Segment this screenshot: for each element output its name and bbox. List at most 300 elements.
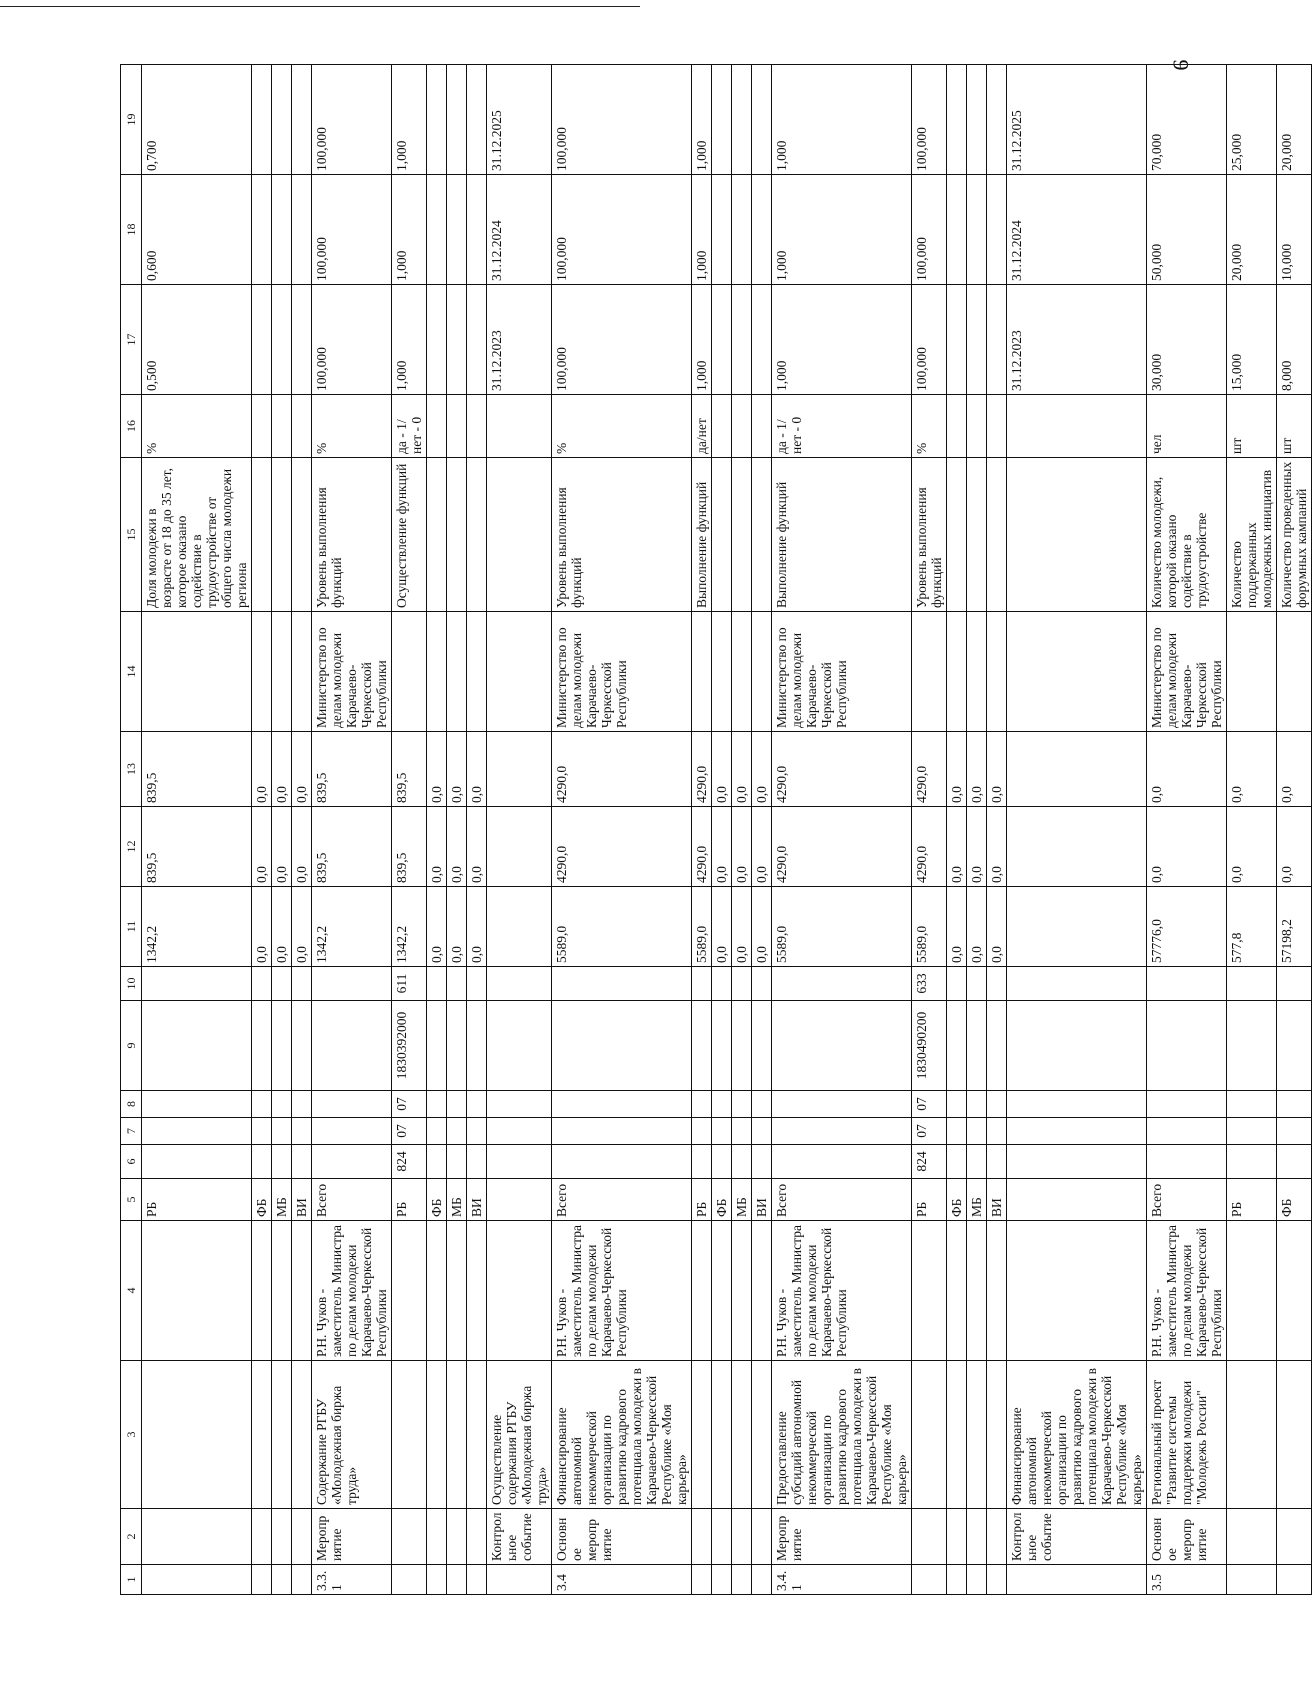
table-cell: ФБ — [427, 1179, 447, 1221]
table-cell — [752, 1361, 772, 1509]
table-cell — [272, 967, 292, 1001]
table-cell — [427, 1509, 447, 1565]
table-cell: 0,0 — [732, 887, 752, 967]
table-cell — [987, 967, 1007, 1001]
table-cell — [1277, 1565, 1312, 1595]
table-cell — [487, 1179, 552, 1221]
table-cell — [1007, 807, 1147, 887]
table-cell: 100,000 — [312, 175, 392, 285]
table-cell — [447, 1221, 467, 1361]
table-cell — [1007, 612, 1147, 732]
table-cell — [1007, 1565, 1147, 1595]
table-cell: 0,0 — [252, 732, 272, 807]
table-cell — [292, 1091, 312, 1118]
table-cell: 57776,0 — [1147, 887, 1227, 967]
table-cell: 15,000 — [1227, 285, 1277, 395]
table-cell — [467, 1091, 487, 1118]
table-cell — [947, 458, 967, 612]
table-cell — [712, 458, 732, 612]
table-cell — [292, 612, 312, 732]
col-number: 3 — [121, 1361, 142, 1509]
table-cell — [947, 1565, 967, 1595]
table-cell: 31.12.2024 — [1007, 175, 1147, 285]
table-cell — [987, 612, 1007, 732]
table-cell: 50,000 — [1147, 175, 1227, 285]
table-cell — [272, 458, 292, 612]
table-cell — [1227, 1145, 1277, 1179]
table-cell — [487, 1091, 552, 1118]
table-cell: Министерство по делам молодежи Карачаево-Черкесской Республики — [1147, 612, 1227, 732]
table-cell — [292, 1361, 312, 1509]
table-cell — [272, 395, 292, 458]
table-cell — [447, 65, 467, 175]
table-cell — [467, 1145, 487, 1179]
table-cell: 0,0 — [1227, 732, 1277, 807]
table-cell — [1007, 732, 1147, 807]
table-row — [467, 65, 487, 1595]
table-cell: 0,0 — [967, 807, 987, 887]
table-cell — [987, 1361, 1007, 1509]
table-cell — [732, 1118, 752, 1145]
table-cell: РБ — [392, 1179, 427, 1221]
table-cell: ФБ — [252, 1179, 272, 1221]
table-cell — [692, 1091, 712, 1118]
table-cell — [1277, 612, 1312, 732]
table-cell — [427, 612, 447, 732]
table-row — [1277, 65, 1312, 1595]
table-cell — [252, 967, 272, 1001]
table-cell: 1830490200 — [912, 1001, 947, 1091]
table-cell — [427, 1118, 447, 1145]
table-cell — [967, 1565, 987, 1595]
table-cell: 3.4.1 — [772, 1565, 912, 1595]
table-cell — [447, 1509, 467, 1565]
table-cell — [947, 967, 967, 1001]
table-cell — [1007, 1001, 1147, 1091]
table-cell: 0,0 — [967, 732, 987, 807]
table-cell — [487, 1145, 552, 1179]
table-row — [487, 65, 552, 1595]
table-cell: 5589,0 — [552, 887, 692, 967]
table-cell — [712, 1361, 732, 1509]
table-cell — [272, 1001, 292, 1091]
table-cell: 25,000 — [1227, 65, 1277, 175]
program-activities-table — [120, 64, 1312, 1595]
table-cell: 0,0 — [1227, 807, 1277, 887]
table-cell: Р.Н. Чуков - заместитель Министра по делам молодежи Карачаево-Черкесской Республики — [552, 1221, 692, 1361]
table-cell: шт — [1277, 395, 1312, 458]
col-number: 8 — [121, 1091, 142, 1118]
table-cell: Р.Н. Чуков - заместитель Министра по делам молодежи Карачаево-Черкесской Республики — [312, 1221, 392, 1361]
table-cell: 10,000 — [1277, 175, 1312, 285]
table-cell — [272, 1361, 292, 1509]
table-cell — [467, 1509, 487, 1565]
table-cell — [1147, 1145, 1227, 1179]
table-cell — [142, 967, 252, 1001]
table-cell: Выполнение функций — [692, 458, 712, 612]
table-cell: Уровень выполнения функций — [552, 458, 692, 612]
table-cell — [312, 1145, 392, 1179]
table-cell — [252, 65, 272, 175]
table-cell: 07 — [912, 1091, 947, 1118]
table-cell — [967, 395, 987, 458]
table-cell: 839,5 — [312, 732, 392, 807]
table-cell — [392, 612, 427, 732]
table-cell: да - 1/ нет - 0 — [772, 395, 912, 458]
table-cell — [947, 65, 967, 175]
table-cell — [392, 1221, 427, 1361]
table-cell: 0,0 — [1277, 807, 1312, 887]
table-cell — [447, 1118, 467, 1145]
table-cell — [142, 1118, 252, 1145]
table-cell — [732, 65, 752, 175]
table-cell — [1147, 1001, 1227, 1091]
table-cell: 1,000 — [392, 65, 427, 175]
table-cell — [292, 1509, 312, 1565]
table-cell: чел — [1147, 395, 1227, 458]
table-cell: 100,000 — [552, 285, 692, 395]
table-cell — [272, 1118, 292, 1145]
table-cell: 07 — [392, 1118, 427, 1145]
table-cell — [947, 1001, 967, 1091]
table-cell — [447, 395, 467, 458]
table-cell — [967, 285, 987, 395]
table-cell: Финансирование автономной некоммерческой организации по развитию кадрового потенциала молодежи в Карачаево-Черкесской Республике «Моя карьера» — [552, 1361, 692, 1509]
table-cell — [142, 1001, 252, 1091]
table-cell: 31.12.2023 — [487, 285, 552, 395]
table-cell — [272, 1091, 292, 1118]
table-cell — [252, 1145, 272, 1179]
table-cell — [692, 1361, 712, 1509]
table-cell — [447, 1001, 467, 1091]
table-cell: Количество проведенных форумных кампаний — [1277, 458, 1312, 612]
table-cell: 0,0 — [427, 807, 447, 887]
table-cell: 30,000 — [1147, 285, 1227, 395]
table-cell: Региональный проект "Развитие системы поддержки молодежи "Молодежь России" — [1147, 1361, 1227, 1509]
table-cell — [967, 612, 987, 732]
table-cell: 0,0 — [987, 732, 1007, 807]
col-number: 15 — [121, 458, 142, 612]
table-cell: Уровень выполнения функций — [912, 458, 947, 612]
table-cell: % — [312, 395, 392, 458]
table-cell: 0,0 — [732, 732, 752, 807]
table-cell: 1,000 — [692, 65, 712, 175]
table-cell — [967, 1509, 987, 1565]
table-cell — [987, 395, 1007, 458]
table-cell — [487, 967, 552, 1001]
table-cell — [912, 1361, 947, 1509]
table-cell: Выполнение функций — [772, 458, 912, 612]
table-cell — [552, 1091, 692, 1118]
table-cell — [447, 967, 467, 1001]
table-cell — [947, 1221, 967, 1361]
table-cell — [752, 285, 772, 395]
table-cell — [427, 1145, 447, 1179]
table-cell — [712, 1118, 732, 1145]
table-cell: 100,000 — [912, 285, 947, 395]
table-cell — [427, 395, 447, 458]
table-cell — [1147, 967, 1227, 1001]
table-cell — [732, 612, 752, 732]
table-cell: 100,000 — [912, 65, 947, 175]
table-cell: 0,600 — [142, 175, 252, 285]
table-cell — [272, 612, 292, 732]
table-row — [752, 65, 772, 1595]
col-number: 1 — [121, 1565, 142, 1595]
table-cell: 0,0 — [447, 807, 467, 887]
table-cell: да - 1/ нет - 0 — [392, 395, 427, 458]
table-body — [142, 65, 1312, 1595]
table-cell: 1342,2 — [392, 887, 427, 967]
table-cell: 1,000 — [392, 285, 427, 395]
table-cell — [427, 1001, 447, 1091]
col-number: 9 — [121, 1001, 142, 1091]
col-number: 2 — [121, 1509, 142, 1565]
table-cell: 1,000 — [772, 65, 912, 175]
table-cell — [487, 732, 552, 807]
table-cell: Контрольное событие — [487, 1509, 552, 1565]
col-number: 11 — [121, 887, 142, 967]
table-cell: Осуществление функций — [392, 458, 427, 612]
table-cell — [552, 967, 692, 1001]
table-cell — [487, 1118, 552, 1145]
table-cell: 5589,0 — [912, 887, 947, 967]
table-cell: МБ — [272, 1179, 292, 1221]
table-cell — [967, 1221, 987, 1361]
table-cell — [752, 1091, 772, 1118]
table-cell — [1227, 1001, 1277, 1091]
table-cell: 70,000 — [1147, 65, 1227, 175]
table-cell — [912, 1221, 947, 1361]
table-row — [732, 65, 752, 1595]
table-cell: 4290,0 — [552, 807, 692, 887]
table-cell: 4290,0 — [912, 732, 947, 807]
table-cell — [912, 612, 947, 732]
col-number: 16 — [121, 395, 142, 458]
table-cell: 4290,0 — [692, 732, 712, 807]
table-cell — [967, 967, 987, 1001]
table-cell: % — [142, 395, 252, 458]
table-cell: ВИ — [292, 1179, 312, 1221]
col-number: 4 — [121, 1221, 142, 1361]
table-cell — [712, 1091, 732, 1118]
table-cell: 0,0 — [712, 732, 732, 807]
table-cell: 4290,0 — [772, 732, 912, 807]
table-cell — [142, 1361, 252, 1509]
table-cell — [692, 1565, 712, 1595]
table-cell — [692, 1509, 712, 1565]
table-cell — [732, 1565, 752, 1595]
table-cell — [292, 1145, 312, 1179]
table-cell — [752, 458, 772, 612]
table-cell — [447, 1145, 467, 1179]
table-cell: Основное мероприятие — [552, 1509, 692, 1565]
table-cell: 824 — [392, 1145, 427, 1179]
table-cell: Всего — [552, 1179, 692, 1221]
table-cell: 0,0 — [1147, 807, 1227, 887]
table-cell — [467, 395, 487, 458]
table-cell: Основное мероприятие — [1147, 1509, 1227, 1565]
table-row — [427, 65, 447, 1595]
table-cell — [252, 1509, 272, 1565]
table-cell — [292, 395, 312, 458]
table-cell — [392, 1361, 427, 1509]
table-cell — [987, 1118, 1007, 1145]
table-cell — [252, 1091, 272, 1118]
table-cell — [1227, 1509, 1277, 1565]
table-cell: 0,0 — [947, 807, 967, 887]
table-cell — [712, 1001, 732, 1091]
table-cell: Всего — [1147, 1179, 1227, 1221]
col-number: 7 — [121, 1118, 142, 1145]
table-cell: 0,0 — [427, 732, 447, 807]
table-cell — [1007, 1091, 1147, 1118]
table-cell — [987, 1091, 1007, 1118]
table-cell — [487, 458, 552, 612]
table-cell — [272, 175, 292, 285]
table-row — [912, 65, 947, 1595]
table-cell: 839,5 — [312, 807, 392, 887]
table-cell — [467, 458, 487, 612]
table-cell: шт — [1227, 395, 1277, 458]
table-cell: 3.4 — [552, 1565, 692, 1595]
table-cell — [772, 1091, 912, 1118]
table-cell: 0,0 — [1277, 732, 1312, 807]
table-cell — [1007, 1118, 1147, 1145]
table-cell: 839,5 — [142, 807, 252, 887]
table-cell — [947, 175, 967, 285]
table-cell — [392, 1509, 427, 1565]
table-cell — [732, 1361, 752, 1509]
table-cell: 4290,0 — [912, 807, 947, 887]
table-cell — [142, 1221, 252, 1361]
table-cell: 07 — [392, 1091, 427, 1118]
table-cell — [712, 612, 732, 732]
table-cell — [142, 1509, 252, 1565]
table-cell — [252, 612, 272, 732]
table-cell: 0,0 — [987, 887, 1007, 967]
table-cell — [467, 1565, 487, 1595]
table-cell — [447, 612, 467, 732]
table-cell — [1277, 1509, 1312, 1565]
table-cell: ФБ — [712, 1179, 732, 1221]
table-cell — [947, 1118, 967, 1145]
table-cell — [712, 65, 732, 175]
table-cell — [752, 967, 772, 1001]
table-cell — [752, 1118, 772, 1145]
table-row — [1147, 65, 1227, 1595]
table-cell — [427, 285, 447, 395]
table-row — [312, 65, 392, 1595]
table-cell — [947, 285, 967, 395]
table-cell — [732, 1221, 752, 1361]
table-cell — [967, 65, 987, 175]
rotated-table-container — [120, 65, 1309, 1595]
table-cell: МБ — [447, 1179, 467, 1221]
table-row — [947, 65, 967, 1595]
table-cell: 839,5 — [392, 732, 427, 807]
table-cell: % — [912, 395, 947, 458]
table-cell — [467, 1001, 487, 1091]
table-cell — [292, 458, 312, 612]
table-row — [292, 65, 312, 1595]
table-cell — [427, 1221, 447, 1361]
table-cell — [467, 65, 487, 175]
table-cell: 5589,0 — [692, 887, 712, 967]
table-cell — [752, 395, 772, 458]
table-cell — [447, 1091, 467, 1118]
table-cell — [967, 458, 987, 612]
table-cell — [292, 1001, 312, 1091]
table-cell — [447, 285, 467, 395]
table-cell — [712, 1565, 732, 1595]
table-row — [987, 65, 1007, 1595]
table-cell — [252, 175, 272, 285]
table-cell: 0,0 — [732, 807, 752, 887]
table-cell — [732, 1145, 752, 1179]
table-cell: 0,0 — [947, 732, 967, 807]
col-number: 10 — [121, 967, 142, 1001]
table-cell: 31.12.2025 — [487, 65, 552, 175]
table-cell: 839,5 — [392, 807, 427, 887]
table-cell: Содержание РГБУ «Молодежная биржа труда» — [312, 1361, 392, 1509]
table-cell: Р.Н. Чуков - заместитель Министра по делам молодежи Карачаево-Черкесской Республики — [772, 1221, 912, 1361]
table-cell — [947, 1091, 967, 1118]
table-cell — [552, 1145, 692, 1179]
table-cell: 0,0 — [947, 887, 967, 967]
table-cell — [467, 285, 487, 395]
table-cell — [1277, 1118, 1312, 1145]
table-cell: ВИ — [467, 1179, 487, 1221]
table-row — [252, 65, 272, 1595]
table-cell — [1227, 1565, 1277, 1595]
table-cell — [312, 1091, 392, 1118]
table-row — [392, 65, 427, 1595]
table-cell — [752, 1509, 772, 1565]
table-row — [712, 65, 732, 1595]
table-cell — [987, 458, 1007, 612]
table-cell: Контрольное событие — [1007, 1509, 1147, 1565]
table-cell — [487, 395, 552, 458]
table-cell: 0,0 — [712, 807, 732, 887]
table-row — [692, 65, 712, 1595]
table-cell: 0,0 — [467, 807, 487, 887]
table-cell: Количество поддержанных молодежных инициатив — [1227, 458, 1277, 612]
table-cell: 1,000 — [772, 175, 912, 285]
table-cell: 0,0 — [292, 887, 312, 967]
table-cell — [467, 612, 487, 732]
table-cell — [987, 1001, 1007, 1091]
table-cell — [1227, 967, 1277, 1001]
table-row — [1227, 65, 1277, 1595]
column-numbers-row — [121, 65, 142, 1595]
table-cell — [467, 175, 487, 285]
table-cell — [467, 1221, 487, 1361]
table-cell: 0,0 — [272, 887, 292, 967]
table-cell — [752, 1565, 772, 1595]
table-cell — [292, 65, 312, 175]
table-cell: 0,0 — [427, 887, 447, 967]
table-cell: ВИ — [987, 1179, 1007, 1221]
table-cell — [552, 1118, 692, 1145]
table-cell — [292, 1118, 312, 1145]
table-cell — [772, 1001, 912, 1091]
table-cell: Мероприятие — [772, 1509, 912, 1565]
table-cell — [967, 1118, 987, 1145]
table-cell — [292, 175, 312, 285]
table-cell — [732, 1001, 752, 1091]
table-cell — [732, 285, 752, 395]
